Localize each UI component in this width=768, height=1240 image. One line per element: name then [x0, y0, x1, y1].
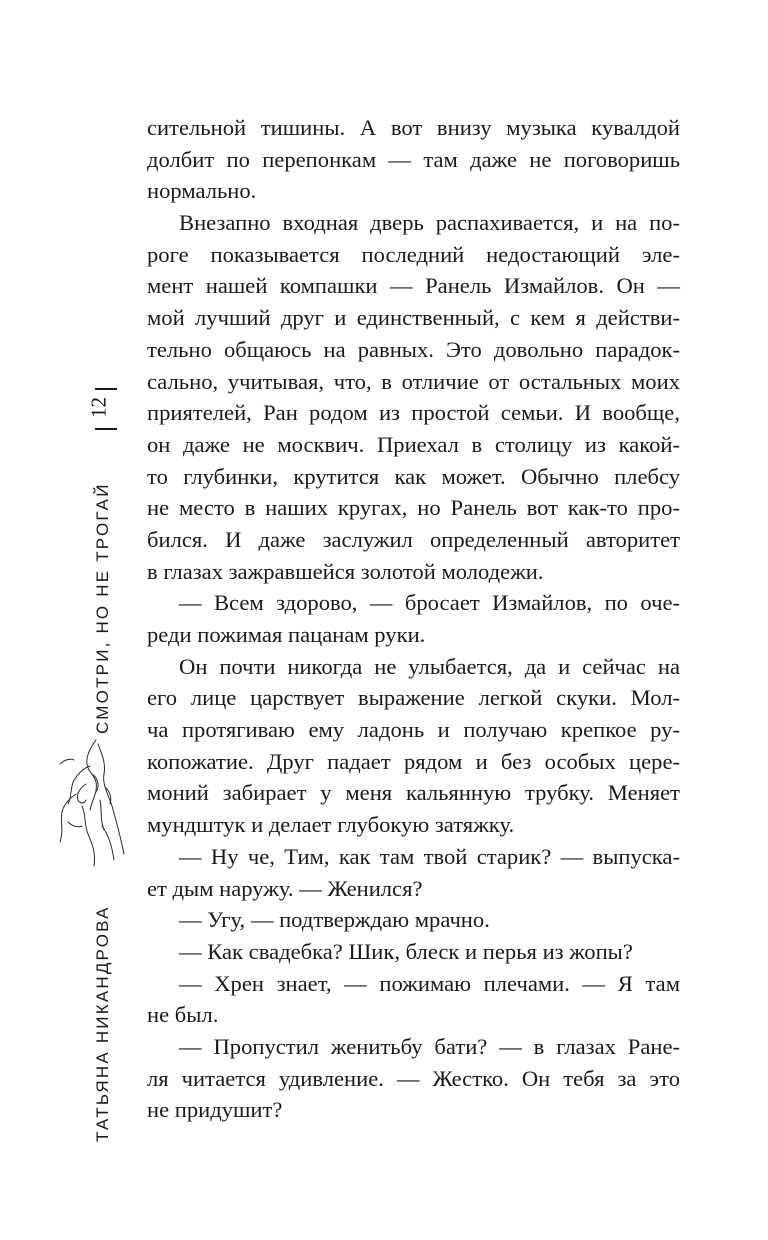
text-line: он даже не москвич. Приехал в столицу из какой-	[147, 431, 680, 457]
text-line: сительной тишины. А вот внизу музыка кувалдой	[147, 115, 680, 140]
text-line: не место в наших кругах, но Ранель вот как-то про-	[147, 495, 680, 521]
running-title: СМОТРИ, НО НЕ ТРОГАЙ	[93, 482, 112, 734]
couple-sketch-icon	[56, 734, 128, 874]
text-line: роге показывается последний недостающий эле-	[147, 241, 680, 267]
text-line: не был.	[147, 1002, 219, 1028]
text-line: ет дым наружу. — Женился?	[147, 875, 423, 901]
page-sidebar	[56, 386, 116, 1146]
text-line: — Угу, — подтверждаю мрачно.	[179, 907, 490, 933]
text-line: долбит по перепонкам — там даже не поговоришь	[147, 146, 680, 172]
text-line: — Всем здорово, — бросает Измайлов, по оче-	[179, 590, 680, 616]
author-name: ТАТЬЯНА НИКАНДРОВА	[93, 905, 112, 1142]
text-line: тельно общаюсь на равных. Это довольно парадок-	[147, 336, 680, 362]
text-line: нормально.	[147, 178, 257, 204]
text-line: копожатие. Друг падает рядом и без особых цере-	[147, 748, 680, 774]
text-line: то глубинки, крутится как может. Обычно плебсу	[147, 463, 680, 489]
page-number-rule-top	[95, 388, 117, 390]
text-line: его лице царствует выражение легкой скуки. Мол-	[147, 685, 680, 711]
text-line: моний забирает у меня кальянную трубку. Меняет	[147, 780, 680, 806]
text-line: мундштук и делает глубокую затяжку.	[147, 812, 515, 838]
text-line: — Ну че, Тим, как там твой старик? — выпуска-	[179, 843, 680, 869]
text-line: ля читается удивление. — Жестко. Он тебя за это	[147, 1065, 680, 1091]
text-line: реди пожимая пацанам руки.	[147, 622, 426, 647]
text-line: бился. И даже заслужил определенный авторитет	[147, 526, 680, 552]
text-line: сально, учитывая, что, в отличие от остальных моих	[147, 368, 680, 394]
page-number: 12	[86, 397, 111, 419]
text-line: Он почти никогда не улыбается, да и сейчас на	[179, 653, 680, 679]
text-line: — Пропустил женитьбу бати? — в глазах Ране-	[179, 1033, 680, 1059]
text-line: мент нашей компашки — Ранель Измайлов. Он —	[147, 273, 680, 299]
text-line: — Хрен знает, — пожимаю плечами. — Я там	[179, 970, 680, 996]
page-number-rule-bottom	[95, 428, 117, 430]
text-line: приятелей, Ран родом из простой семьи. И вообще,	[147, 400, 680, 426]
text-line: мой лучший друг и единственный, с кем я действи-	[147, 305, 680, 331]
text-line: в глазах зажравшейся золотой молодежи.	[147, 558, 544, 584]
text-line: Внезапно входная дверь распахивается, и на по-	[179, 210, 680, 236]
text-line: — Как свадебка? Шик, блеск и перья из жопы?	[179, 938, 633, 964]
text-line: не придушит?	[147, 1097, 283, 1123]
text-line: ча протягиваю ему ладонь и получаю крепкое ру-	[147, 717, 680, 743]
body-text	[147, 112, 680, 1126]
